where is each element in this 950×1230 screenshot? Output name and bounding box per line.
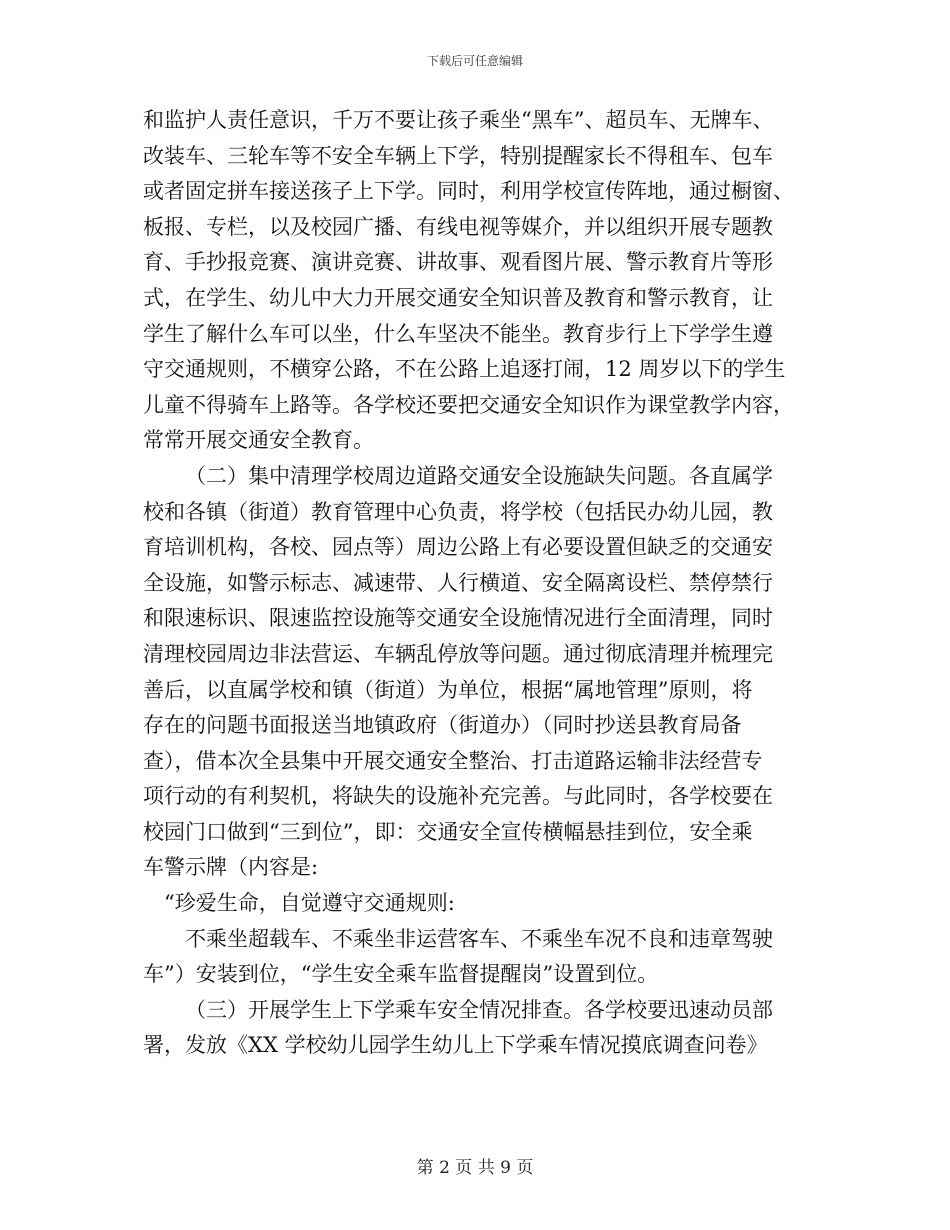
text-line: 板报、专栏，以及校园广播、有线电视等媒介，并以组织开展专题教 (143, 214, 773, 239)
section-heading-line: （三）开展学生上下学乘车安全情况排查。各学校要迅速动员部 (185, 997, 773, 1022)
text-line: 守交通规则，不横穿公路，不在公路上追逐打闹，12 周岁以下的学生 (143, 357, 786, 382)
page-number: 第 2 页 共 9 页 (416, 1158, 534, 1178)
text-line: 和监护人责任意识，千万不要让孩子乘坐“黑车”、超员车、无牌车、 (143, 108, 774, 132)
text-line: 项行动的有利契机，将缺失的设施补充完善。与此同时，各学校要在 (143, 784, 773, 809)
text-line: 存在的问题书面报送当地镇政府（街道办）（同时抄送县教育局备 (143, 713, 742, 738)
text-line: 学生了解什么车可以坐，什么车坚决不能坐。教育步行上下学学生遵 (143, 321, 773, 346)
text-line: 常常开展交通安全教育。 (143, 428, 374, 453)
text-line: 署，发放《XX 学校幼儿园学生幼儿上下学乘车情况摸底调查问卷》 (143, 1033, 768, 1058)
text-line: 善后，以直属学校和镇（街道）为单位，根据“属地管理”原则，将 (143, 677, 753, 702)
text-line: 改装车、三轮车等不安全车辆上下学，特别提醒家长不得租车、包车 (143, 143, 773, 168)
text-line: 全设施，如警示标志、减速带、人行横道、安全隔离设栏、禁停禁行 (143, 570, 773, 595)
page-header-note: 下载后可任意编辑 (426, 54, 523, 68)
text-line: 育、手抄报竞赛、演讲竞赛、讲故事、观看图片展、警示教育片等形 (143, 250, 773, 275)
document-body (143, 103, 813, 1064)
text-line: 车”）安装到位，“学生安全乘车监督提醒岗”设置到位。 (143, 962, 659, 987)
text-line: 或者固定拼车接送孩子上下学。同时，利用学校宣传阵地，通过橱窗、 (143, 179, 794, 204)
text-line: 清理校园周边非法营运、车辆乱停放等问题。通过彻底清理并梳理完 (143, 641, 773, 666)
quote-line: 不乘坐超载车、不乘坐非运营客车、不乘坐车况不良和违章驾驶 (185, 926, 773, 951)
text-line: 儿童不得骑车上路等。各学校还要把交通安全知识作为课堂教学内容， (143, 392, 794, 417)
text-line: 车警示牌（内容是: (143, 855, 319, 880)
text-line: 育培训机构，各校、园点等）周边公路上有必要设置但缺乏的交通安 (143, 535, 773, 560)
quote-line: “珍爱生命，自觉遵守交通规则: (164, 891, 455, 916)
text-line: 校园门口做到“三到位”，即：交通安全宣传横幅悬挂到位，安全乘 (143, 819, 753, 844)
section-heading-line: （二）集中清理学校周边道路交通安全设施缺失问题。各直属学 (185, 463, 773, 488)
text-line: 式，在学生、幼儿中大力开展交通安全知识普及教育和警示教育，让 (143, 285, 773, 310)
text-line: 校和各镇（街道）教育管理中心负责，将学校（包括民办幼儿园，教 (143, 499, 773, 524)
text-line: 查），借本次全县集中开展交通安全整治、打击道路运输非法经营专 (143, 748, 763, 773)
text-line: 和限速标识、限速监控设施等交通安全设施情况进行全面清理，同时 (143, 606, 773, 631)
